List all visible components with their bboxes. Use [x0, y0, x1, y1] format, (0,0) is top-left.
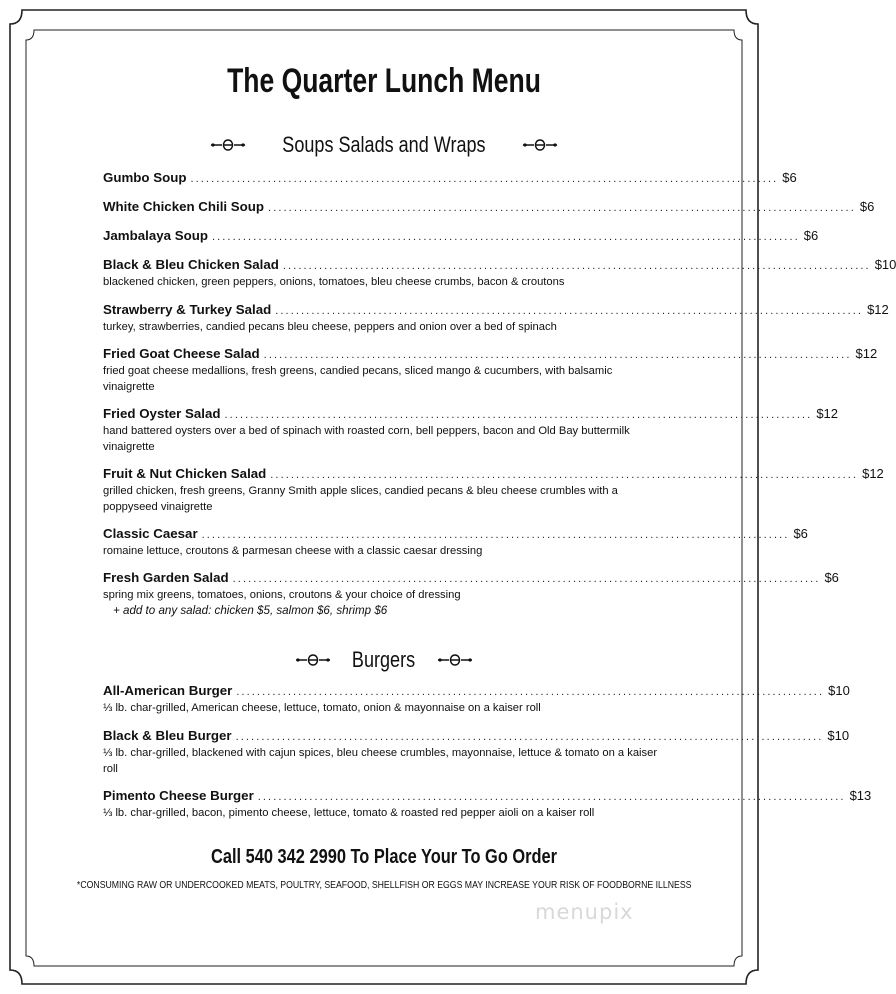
item-price: $12 — [867, 302, 889, 317]
call-to-order — [0, 846, 768, 869]
menu-item — [103, 346, 878, 395]
item-description: hand battered oysters over a bed of spinach with roasted corn, bell peppers, bacon and Old Bay buttermilk vinaigrette — [103, 425, 630, 453]
item-description: fried goat cheese medallions, fresh greens, candied pecans, sliced mango & cucumbers, with balsamic vinaigrette — [103, 365, 613, 393]
food-safety-disclaimer — [0, 879, 768, 891]
menu-item — [103, 406, 839, 455]
item-description: spring mix greens, tomatoes, onions, croutons & your choice of dressing — [103, 589, 461, 601]
section-heading-soups-salads — [0, 132, 768, 158]
item-description: turkey, strawberries, candied pecans bleu cheese, peppers and onion over a bed of spinach — [103, 321, 557, 333]
section-title: Burgers — [352, 647, 416, 672]
disclaimer-text: *CONSUMING RAW OR UNDERCOOKED MEATS, POULTRY, SEAFOOD, SHELLFISH OR EGGS MAY INCREASE YOUR RISK OF FOODBORNE ILLNESS — [76, 879, 692, 891]
salad-addon-note: + add to any salad: chicken $5, salmon $6, shrimp $6 — [113, 604, 388, 617]
item-price: $6 — [859, 199, 875, 214]
item-description: blackened chicken, green peppers, onions, tomatoes, bleu cheese crumbs, bacon & croutons — [103, 276, 565, 288]
menu-item — [103, 170, 797, 185]
item-description: romaine lettuce, croutons & parmesan cheese with a classic caesar dressing — [103, 545, 483, 557]
item-price: $10 — [874, 257, 896, 272]
item-name: Black & Bleu Chicken Salad — [103, 257, 279, 272]
dot-leader: .................................................................................................................. — [257, 791, 846, 803]
ornament-left-icon — [210, 138, 246, 152]
dot-leader: .................................................................................................................. — [282, 260, 871, 272]
section-heading-burgers — [0, 647, 768, 673]
item-description: grilled chicken, fresh greens, Granny Smith apple slices, candied pecans & bleu cheese crumbles with a poppyseed vinaigrette — [103, 485, 618, 513]
item-description: ⅓ lb. char-grilled, American cheese, lettuce, tomato, onion & mayonnaise on a kaiser roll — [103, 702, 541, 714]
item-name: Jambalaya Soup — [103, 228, 208, 243]
item-price: $12 — [862, 466, 884, 481]
item-name: Fried Goat Cheese Salad — [103, 346, 260, 361]
dot-leader: .................................................................................................................. — [201, 529, 790, 541]
menu-item — [103, 199, 875, 214]
item-name: Fruit & Nut Chicken Salad — [103, 466, 267, 481]
section-title: Soups Salads and Wraps — [282, 132, 486, 157]
item-description: ⅓ lb. char-grilled, bacon, pimento cheese, lettuce, tomato & roasted red pepper aioli on a kaiser roll — [103, 807, 595, 819]
item-name: White Chicken Chili Soup — [103, 199, 265, 214]
menu-item — [103, 526, 808, 559]
menu-item — [103, 788, 872, 821]
page-title: The Quarter Lunch Menu — [227, 62, 541, 100]
item-price: $6 — [803, 228, 819, 243]
menu-item — [103, 570, 839, 603]
dot-leader: .................................................................................................................. — [268, 202, 856, 214]
item-name: All-American Burger — [103, 683, 233, 698]
watermark-logo: menupix — [535, 900, 634, 924]
item-price: $10 — [827, 728, 850, 743]
item-name: Black & Bleu Burger — [103, 728, 232, 743]
dot-leader: .................................................................................................................. — [232, 573, 821, 585]
item-description: ⅓ lb. char-grilled, blackened with cajun spices, bleu cheese crumbles, mayonnaise, lettuce & tomato on a kaiser roll — [103, 747, 658, 775]
ornament-right-icon — [437, 653, 473, 667]
menu-item — [103, 302, 889, 335]
item-name: Strawberry & Turkey Salad — [103, 302, 272, 317]
item-price: $12 — [855, 346, 878, 361]
menu-item — [103, 257, 896, 290]
item-name: Fresh Garden Salad — [103, 570, 229, 585]
menu-item — [103, 683, 850, 716]
item-name: Fried Oyster Salad — [103, 406, 221, 421]
menu-item — [103, 466, 884, 515]
dot-leader: .................................................................................................................. — [275, 305, 864, 317]
menu-item — [103, 228, 819, 243]
item-price: $6 — [782, 170, 797, 185]
dot-leader: .................................................................................................................. — [270, 469, 859, 481]
item-price: $12 — [816, 406, 839, 421]
ornament-left-icon — [295, 653, 331, 667]
dot-leader: .................................................................................................................. — [263, 349, 852, 361]
dot-leader: .................................................................................................................. — [211, 231, 800, 243]
dot-leader: .................................................................................................................. — [190, 173, 779, 185]
item-price: $6 — [824, 570, 839, 585]
menu-item — [103, 728, 850, 777]
ornament-right-icon — [522, 138, 558, 152]
item-price: $10 — [828, 683, 850, 698]
item-name: Classic Caesar — [103, 526, 198, 541]
dot-leader: .................................................................................................................. — [236, 686, 825, 698]
call-to-order-text: Call 540 342 2990 To Place Your To Go Order — [210, 846, 558, 868]
dot-leader: .................................................................................................................. — [224, 409, 813, 421]
dot-leader: .................................................................................................................. — [235, 731, 824, 743]
item-name: Gumbo Soup — [103, 170, 187, 185]
item-price: $13 — [849, 788, 872, 803]
item-price: $6 — [793, 526, 808, 541]
item-name: Pimento Cheese Burger — [103, 788, 254, 803]
